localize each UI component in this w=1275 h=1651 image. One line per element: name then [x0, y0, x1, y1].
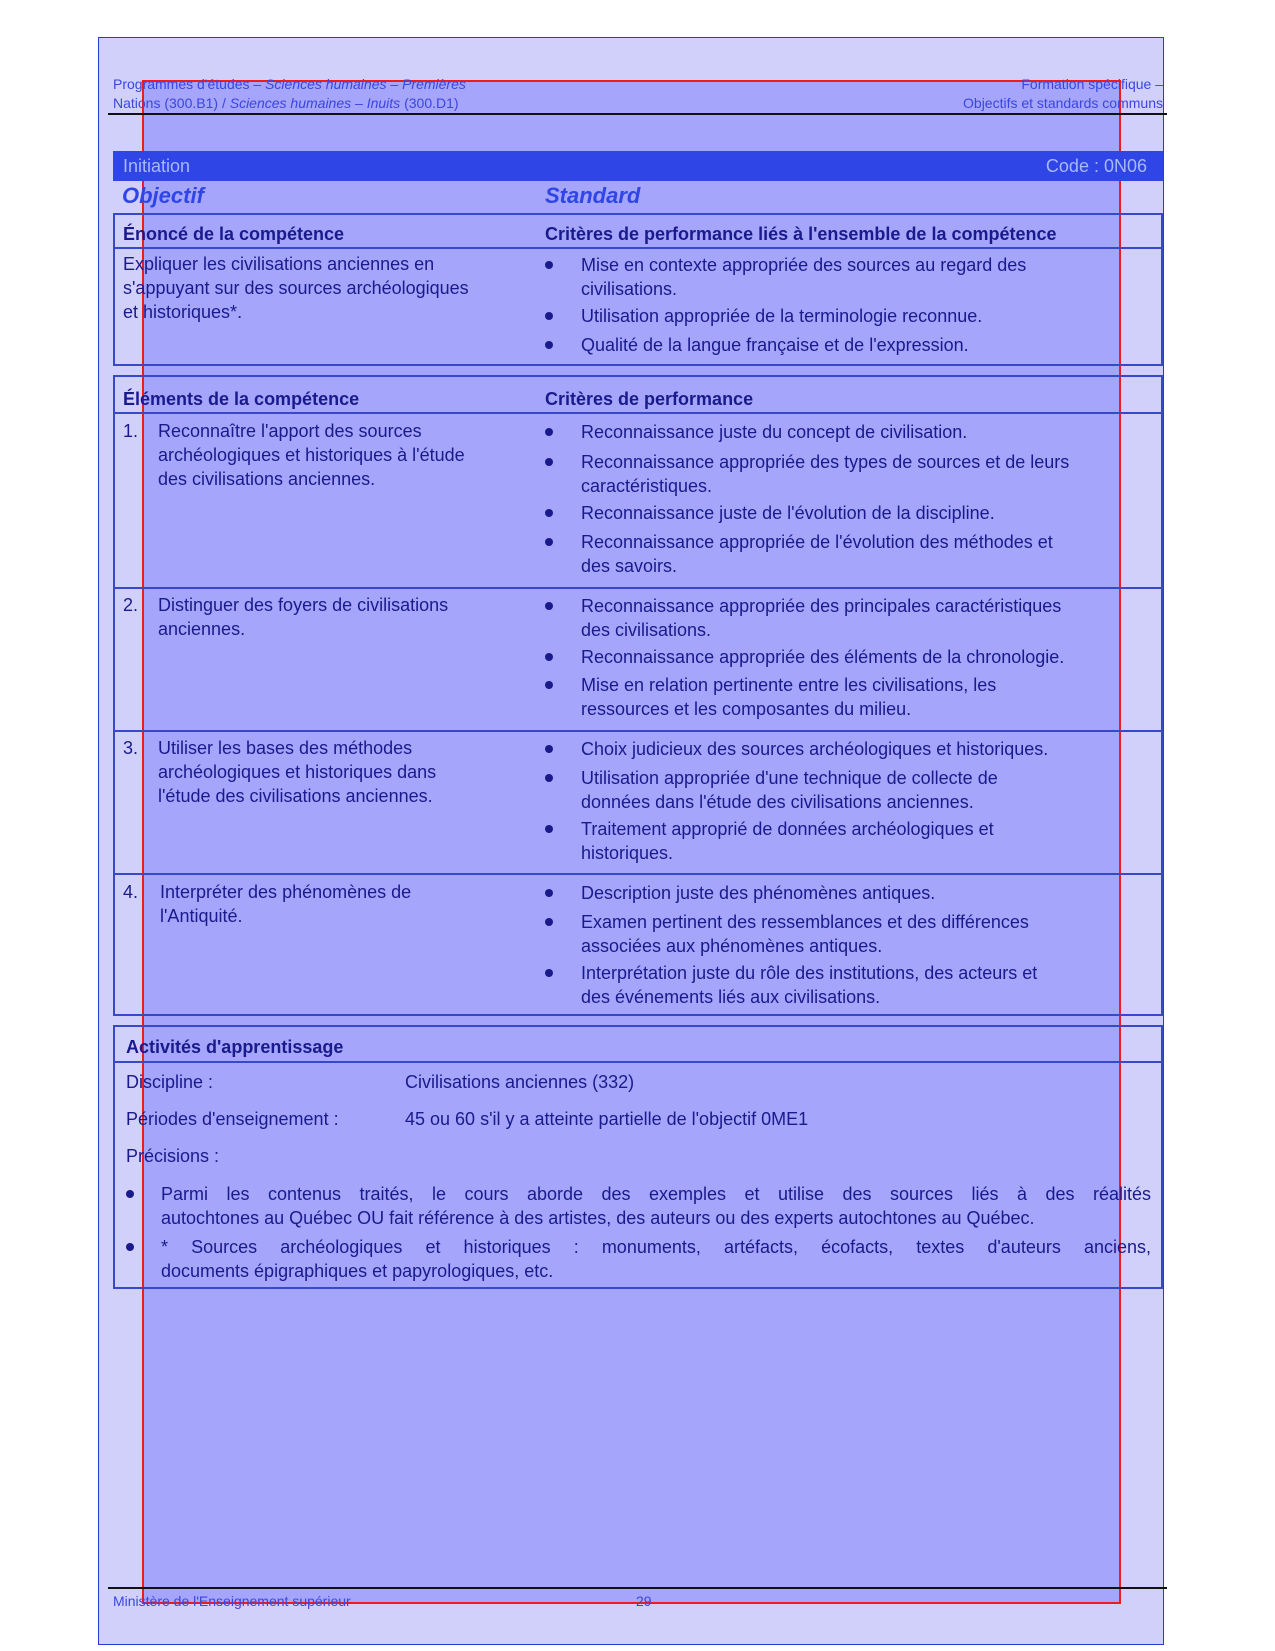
element-criterion [581, 530, 1053, 578]
bullet-icon [545, 653, 553, 661]
discipline-label: Discipline : [126, 1072, 214, 1092]
elements-header-right: Critères de performance [545, 389, 754, 409]
criterion-line: Mise en relation pertinente entre les civilisations, les [581, 675, 997, 695]
element-criterion [581, 594, 1061, 642]
bullet-icon [126, 1243, 134, 1251]
criterion-line: Traitement approprié de données archéologiques et [581, 819, 994, 839]
bullet-icon [545, 889, 553, 897]
bullet-icon [545, 458, 553, 466]
criterion-line: historiques. [581, 843, 674, 863]
header-nations: Nations (300.B1) [113, 95, 219, 111]
competence-statement [123, 252, 469, 324]
bullet-icon [545, 774, 553, 782]
element-criterion: Reconnaissance juste du concept de civilisation. [581, 422, 968, 442]
item-divider [115, 873, 1161, 875]
precision-item [161, 1235, 1151, 1283]
criterion-line: des événements liés aux civilisations. [581, 987, 881, 1007]
criterion-line: Reconnaissance appropriée des types de sources et de leurs [581, 452, 1070, 472]
periods-label: Périodes d'enseignement : [126, 1109, 339, 1129]
criterion-line: des savoirs. [581, 556, 678, 576]
element-line: Utiliser les bases des méthodes [158, 738, 413, 758]
bullet-icon [545, 428, 553, 436]
element-criterion: Reconnaissance juste de l'évolution de la discipline. [581, 503, 995, 523]
statement-line: Expliquer les civilisations anciennes en [123, 254, 435, 274]
header-right-line2: Objectifs et standards communs [963, 95, 1163, 111]
bullet-icon [545, 341, 553, 349]
element-number: 2. [123, 595, 139, 615]
criterion-line: Reconnaissance appropriée des principales caractéristiques [581, 596, 1062, 616]
bullet-icon [545, 918, 553, 926]
criterion-line: Interprétation juste du rôle des institutions, des acteurs et [581, 963, 1038, 983]
footer-rule [108, 1587, 1167, 1589]
activities-box [113, 1025, 1163, 1289]
element-criterion [581, 961, 1037, 1009]
element-criterion: Reconnaissance appropriée des éléments de la chronologie. [581, 647, 1065, 667]
competence-header-left: Énoncé de la compétence [123, 224, 345, 244]
bullet-icon [545, 745, 553, 753]
discipline-value: Civilisations anciennes (332) [405, 1072, 635, 1092]
element-text [158, 593, 448, 641]
header-sciences: Sciences humaines [265, 76, 387, 92]
element-line: l'Antiquité. [160, 906, 243, 926]
criterion-line: ressources et les composantes du milieu. [581, 699, 912, 719]
precision-line: Parmi les contenus traités, le cours aborde des exemples et utilise des sources liés à des réalités [161, 1184, 1151, 1204]
bullet-icon [545, 312, 553, 320]
criterion-line: Utilisation appropriée d'une technique de collecte de [581, 768, 998, 788]
element-criterion [581, 766, 998, 814]
bullet-icon [545, 509, 553, 517]
criterion-line: civilisations. [581, 279, 678, 299]
header-rule [108, 113, 1167, 115]
element-line: Reconnaître l'apport des sources [158, 421, 422, 441]
precision-line: documents épigraphiques et papyrologiques, etc. [161, 1261, 554, 1281]
bullet-icon [545, 538, 553, 546]
element-line: Distinguer des foyers de civilisations [158, 595, 449, 615]
element-criterion [581, 910, 1029, 958]
element-line: anciennes. [158, 619, 246, 639]
bullet-icon [545, 602, 553, 610]
footer-page-number: 29 [636, 1593, 652, 1609]
element-number: 1. [123, 421, 139, 441]
element-number: 4. [123, 882, 139, 902]
precision-line: * Sources archéologiques et historiques : monuments, artéfacts, écofacts, textes d'auteurs anciens, [161, 1237, 1151, 1257]
element-line: archéologiques et historiques dans [158, 762, 437, 782]
element-text [160, 880, 411, 928]
standard-label: Standard [545, 183, 641, 208]
elements-box [113, 375, 1163, 1016]
title-bar [113, 151, 1163, 181]
criterion-line: associées aux phénomènes antiques. [581, 936, 883, 956]
header-inuits: Inuits [366, 95, 401, 111]
criterion-line: caractéristiques. [581, 476, 713, 496]
element-text [158, 419, 465, 491]
precision-item [161, 1182, 1151, 1230]
element-number: 3. [123, 738, 139, 758]
bullet-icon [126, 1190, 134, 1198]
header-right-line1: Formation spécifique – [1021, 76, 1163, 92]
criterion-line: Examen pertinent des ressemblances et des différences [581, 912, 1029, 932]
criterion-line: Mise en contexte appropriée des sources au regard des [581, 255, 1027, 275]
criterion-line: Reconnaissance appropriée de l'évolution des méthodes et [581, 532, 1053, 552]
item-divider [115, 587, 1161, 589]
competence-divider [115, 247, 1161, 249]
element-text [158, 736, 436, 808]
periods-value: 45 ou 60 s'il y a atteinte partielle de l'objectif 0ME1 [405, 1109, 809, 1129]
bullet-icon [545, 969, 553, 977]
statement-line: s'appuyant sur des sources archéologiques [123, 278, 469, 298]
criterion-line: données dans l'étude des civilisations anciennes. [581, 792, 974, 812]
elements-header-left: Éléments de la compétence [123, 389, 360, 409]
precisions-label: Précisions : [126, 1146, 220, 1166]
objectif-label: Objectif [122, 183, 204, 208]
bullet-icon [545, 825, 553, 833]
precision-line: autochtones au Québec OU fait référence à des artistes, des auteurs ou des experts autochtones au Québec. [161, 1208, 1035, 1228]
footer-ministry: Ministère de l'Enseignement supérieur [113, 1593, 351, 1609]
header-left-line1: Programmes d'études – Sciences humaines – Premières [113, 76, 466, 92]
competence-box [113, 213, 1163, 366]
competence-header-right: Critères de performance liés à l'ensemble de la compétence [545, 224, 1057, 244]
element-criterion [581, 450, 1069, 498]
header-premieres: Premières [402, 76, 466, 92]
statement-line: et historiques*. [123, 302, 243, 322]
competence-criterion: Qualité de la langue française et de l'expression. [581, 335, 969, 355]
header-code: (300.D1) [404, 95, 459, 111]
header-sciences-2: Sciences humaines [229, 95, 352, 111]
element-criterion: Choix judicieux des sources archéologiques et historiques. [581, 739, 1049, 759]
activities-header: Activités d'apprentissage [126, 1037, 344, 1057]
bullet-icon [545, 681, 553, 689]
element-line: l'étude des civilisations anciennes. [158, 786, 433, 806]
item-divider [115, 730, 1161, 732]
elements-divider [115, 412, 1161, 414]
element-criterion [581, 817, 994, 865]
competence-criterion: Utilisation appropriée de la terminologie reconnue. [581, 306, 983, 326]
element-criterion [581, 673, 996, 721]
element-criterion: Description juste des phénomènes antiques. [581, 883, 936, 903]
title-code: Code : 0N06 [1045, 156, 1147, 176]
criterion-line: des civilisations. [581, 620, 712, 640]
header-program: Programmes d'études [113, 76, 250, 92]
title-left: Initiation [123, 156, 191, 176]
competence-criterion [581, 253, 1026, 301]
activities-divider [115, 1061, 1161, 1063]
header-left-line2: Nations (300.B1) / Sciences humaines – Inuits (300.D1) [113, 95, 459, 111]
bullet-icon [545, 261, 553, 269]
element-line: des civilisations anciennes. [158, 469, 376, 489]
element-line: Interpréter des phénomènes de [160, 882, 412, 902]
element-line: archéologiques et historiques à l'étude [158, 445, 465, 465]
